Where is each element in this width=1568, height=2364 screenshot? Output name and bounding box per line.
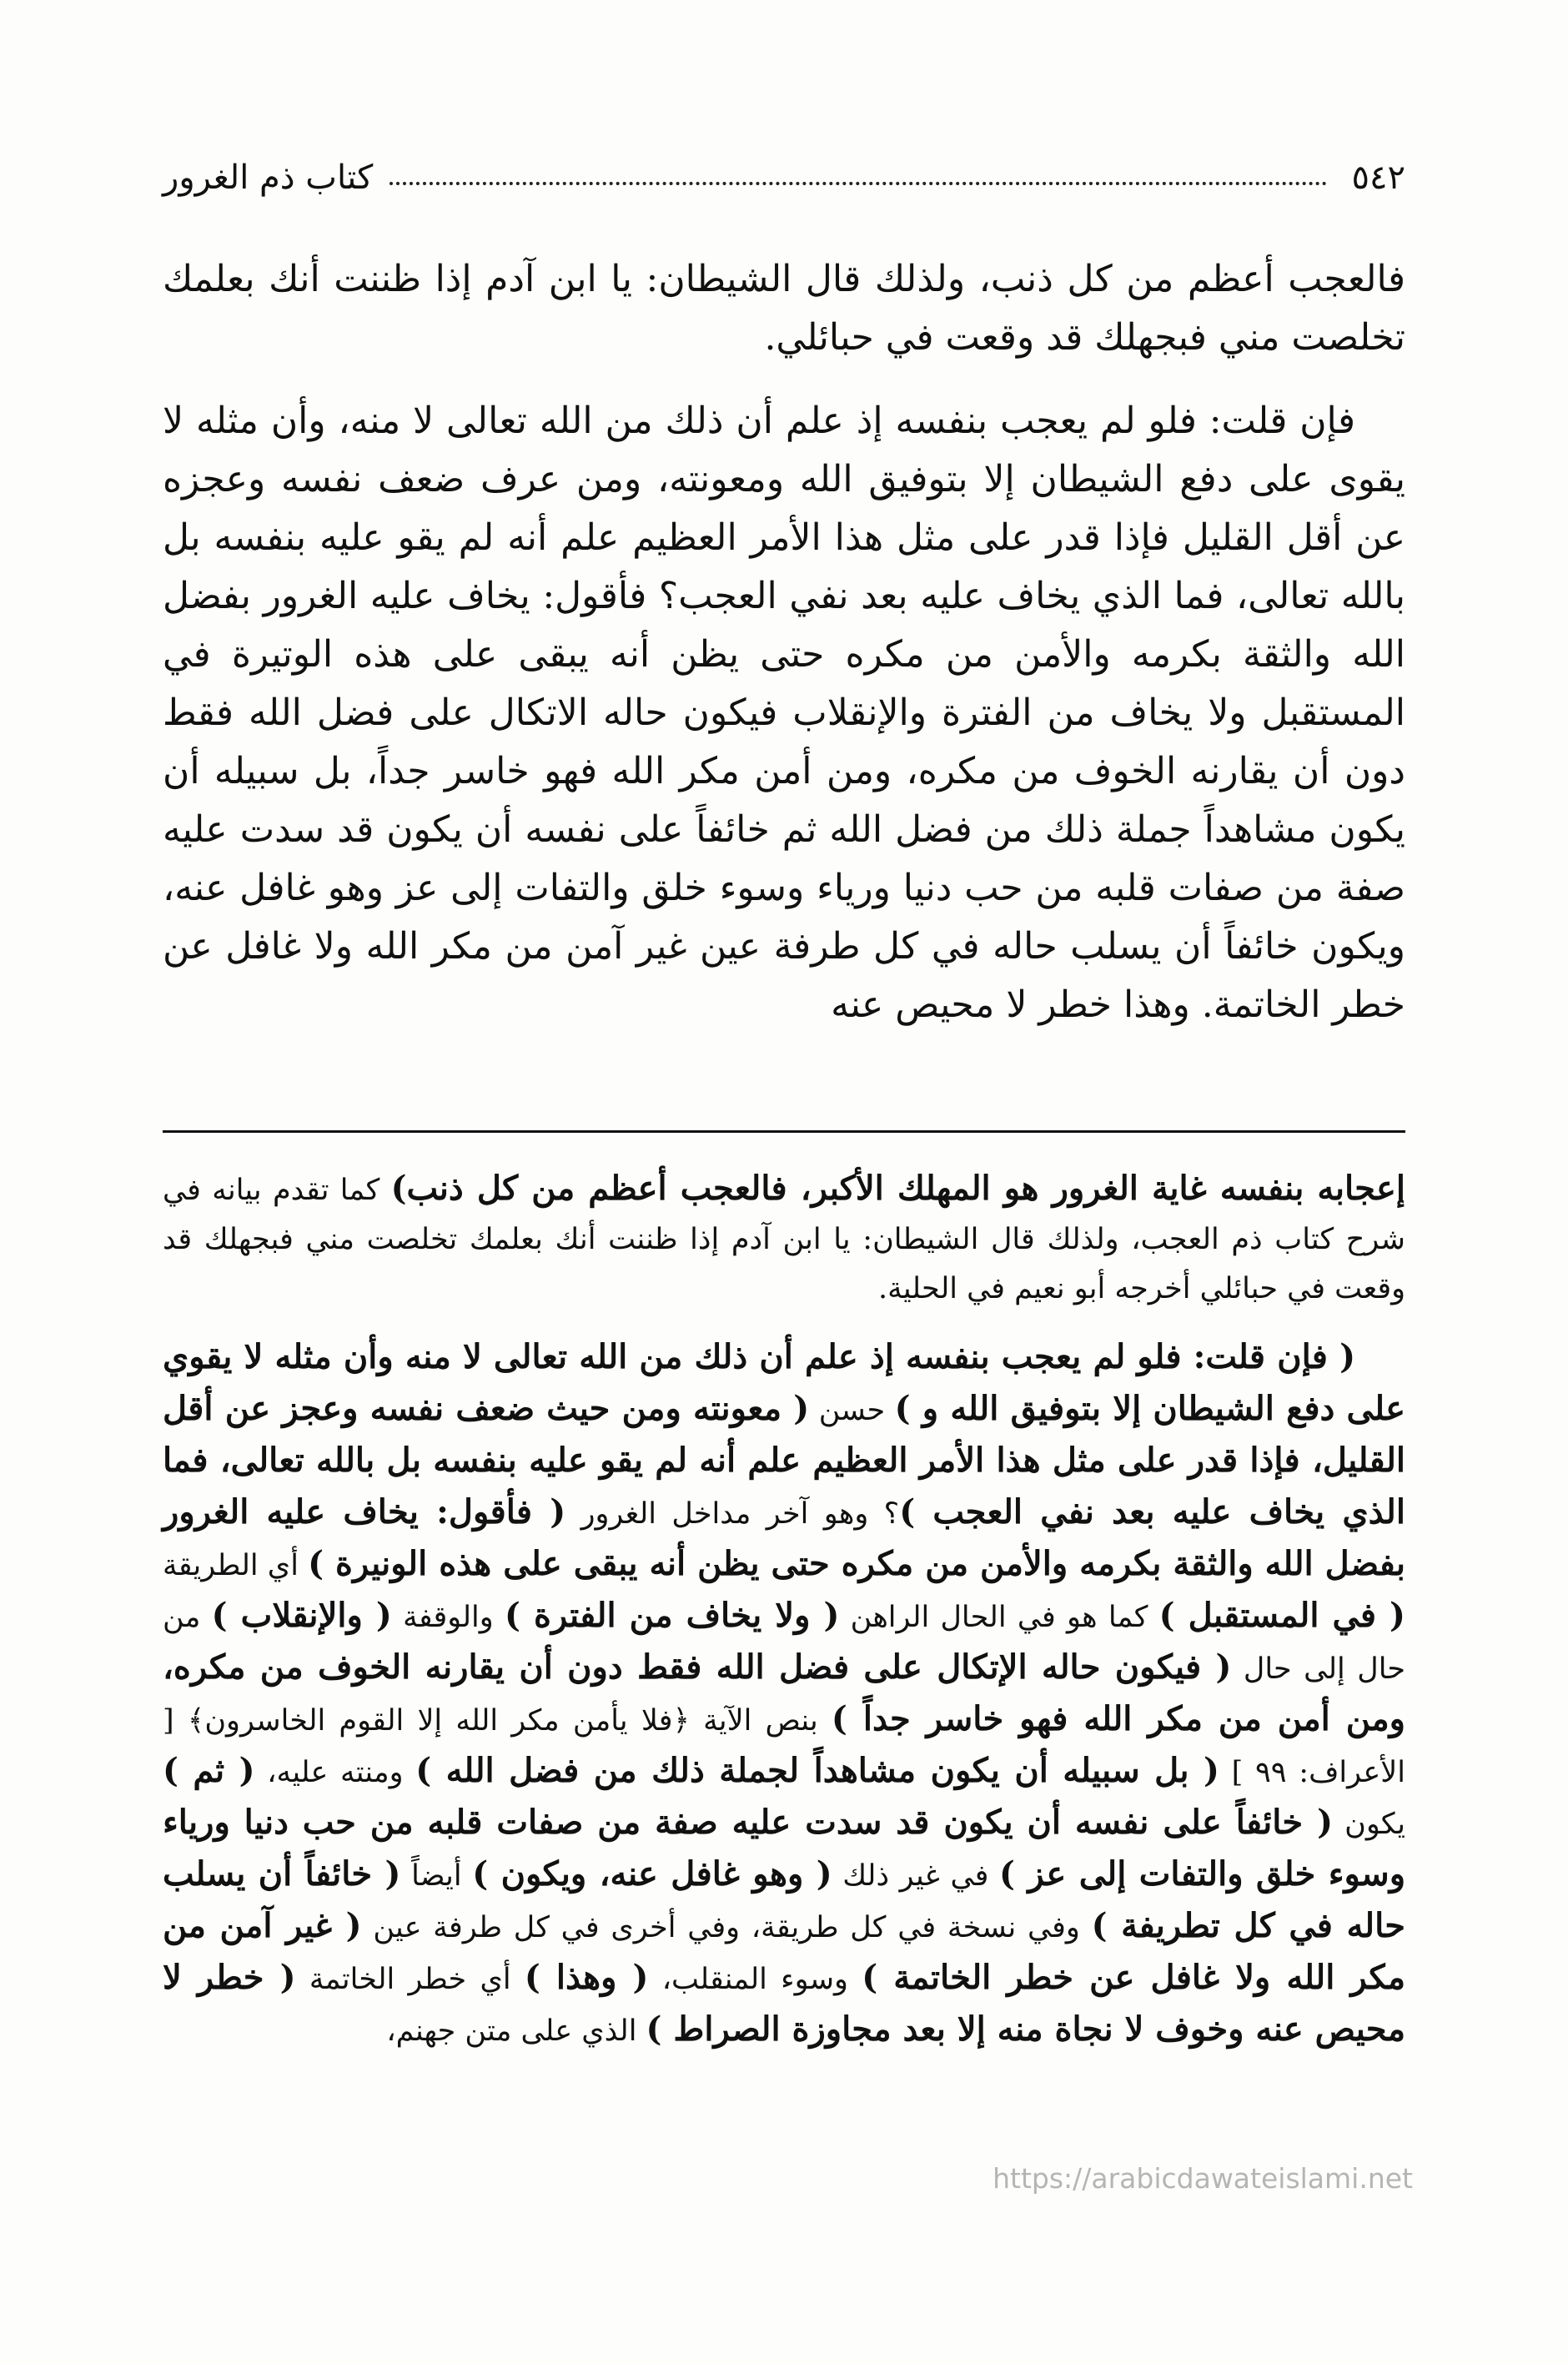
commentary-quote: ( خائفاً أن يسلب حاله في كل تطريفة ) <box>163 1854 1406 1945</box>
commentary-quote: ( وهو غافل عنه، ويكون ) <box>472 1854 832 1894</box>
book-title: كتاب ذم الغرور <box>163 158 374 197</box>
commentary-quote: ( خائفاً على نفسه أن يكون قد سدت عليه صفة من صفات قلبه من حب دنيا ورياء وسوء خلق والتفات إلى عز ) <box>163 1803 1406 1894</box>
main-paragraph-2: فإن قلت: فلو لم يعجب بنفسه إذ علم أن ذلك من الله تعالى لا منه، وأن مثله لا يقوى على دفع الشيطان إلا بتوفيق الله ومعونته، ومن عرف ضعف نفسه وعجزه عن أقل القليل فإذا قدر على مثل هذا الأمر العظيم علم أنه لم يقو عليه بنفسه بل بالله تعالى، فما الذي يخاف عليه بعد نفي العجب؟ فأقول: يخاف عليه الغرور بفضل الله والثقة بكرمه والأمن من مكره حتى يظن أنه يبقى على هذه الوتيرة في المستقبل ولا يخاف من الفترة والإنقلاب فيكون حاله الاتكال على فضل الله فقط دون أن يقارنه الخوف من مكره، ومن أمن مكر الله فهو خاسر جداً، بل سبيله أن يكون مشاهداً جملة ذلك من فضل الله ثم خائفاً على نفسه أن يكون قد سدت عليه صفة من صفات قلبه من حب دنيا ورياء وسوء خلق والتفات إلى عز وهو غافل عنه، ويكون خائفاً أن يسلب حاله في كل طرفة عين غير آمن من مكر الله ولا غافل عن خطر الخاتمة. وهذا خطر لا محيص عنه <box>163 400 1406 1026</box>
commentary-note: أي خطر الخاتمة <box>295 1963 525 1996</box>
commentary-note: أي الطريقة <box>163 1549 309 1582</box>
commentary-quote: ( وهذا ) <box>524 1958 649 1997</box>
main-text <box>163 250 1405 1034</box>
watermark-url: https://arabicdawateislami.net <box>993 2162 1413 2195</box>
commentary-paragraph-2 <box>163 1332 1405 2056</box>
commentary-quote: ( والإنقلاب ) <box>211 1596 392 1635</box>
commentary-note: من حال إلى حال <box>163 1601 1406 1686</box>
commentary-note: في غير ذلك <box>832 1859 999 1893</box>
commentary-quote: ( فأقول: يخاف عليه الغرور بفضل الله والثقة بكرمه والأمن من مكره حتى يظن أنه يبقى على هذه الونيرة ) <box>163 1492 1405 1583</box>
commentary-quote: ( ثم ) <box>163 1751 255 1790</box>
commentary-note: أيضاً <box>400 1859 473 1893</box>
commentary-note: الذي على متن جهنم، <box>386 2014 646 2048</box>
commentary-quote: ( فيكون حاله الإتكال على فضل الله فقط دون أن يقارنه الخوف من مكره، ومن أمن من مكر الله فهو خاسر جداً ) <box>163 1647 1405 1738</box>
main-paragraph-1: فالعجب أعظم من كل ذنب، ولذلك قال الشيطان: يا ابن آدم إذا ظننت أنك بعلمك تخلصت مني فبجهلك قد وقعت في حبائلي. <box>163 258 1405 359</box>
commentary-paragraph-1 <box>163 1164 1405 1314</box>
commentary-quote: ( معونته ومن حيث ضعف نفسه وعجز عن أقل القليل، فإذا قدر على مثل هذا الأمر العظيم علم أنه لم يقو عليه بنفسه بل بالله تعالى، فما الذي يخاف عليه بعد نفي العجب ) <box>163 1389 1406 1532</box>
commentary-note: بنص الآية ﴿فلا يأمن مكر الله إلا القوم الخاسرون﴾ [ الأعراف: ٩٩ ] <box>163 1704 1405 1789</box>
commentary-quote: ( في المستقبل ) <box>1158 1596 1405 1635</box>
commentary-note: كما تقدم بيانه في شرح كتاب ذم العجب، ولذلك قال الشيطان: يا ابن آدم إذا ظننت أنك بعلمك تخلصت مني فبجهلك قد وقعت في حبائلي أخرجه أبو نعيم في الحلية. <box>163 1174 1405 1305</box>
commentary-quote: ( فإن قلت: فلو لم يعجب بنفسه إذ علم أن ذلك من الله تعالى لا منه وأن مثله لا يقوي على دفع الشيطان إلا بتوفيق الله و ) <box>163 1337 1406 1428</box>
separator-rule <box>163 1130 1405 1133</box>
commentary-quote: ( غير آمن من مكر الله ولا غافل عن خطر الخاتمة ) <box>163 1906 1405 1997</box>
page-number: ٥٤٢ <box>1351 158 1405 197</box>
commentary-text <box>163 1164 1405 2056</box>
commentary-quote: إعجابه بنفسه غاية الغرور هو المهلك الأكبر، فالعجب أعظم من كل ذنب) <box>390 1169 1405 1208</box>
commentary-note: يكون <box>1333 1808 1405 1841</box>
commentary-quote: ( خطر لا محيص عنه وخوف لا نجاة منه إلا بعد مجاوزة الصراط ) <box>163 1958 1405 2049</box>
commentary-note: وفي نسخة في كل طريقة، وفي أخرى في كل طرفة عين <box>361 1911 1092 1944</box>
commentary-note: وسوء المنقلب، <box>648 1963 862 1996</box>
commentary-note: كما هو في الحال الراهن <box>839 1601 1159 1634</box>
commentary-note: حسن <box>809 1394 895 1427</box>
commentary-note: ؟ وهو آخر مداخل الغرور <box>565 1497 900 1531</box>
header-dotted-leader <box>389 182 1326 185</box>
commentary-note: والوقفة <box>391 1601 505 1634</box>
commentary-quote: ( بل سبيله أن يكون مشاهداً لجملة ذلك من فضل الله ) <box>415 1751 1219 1790</box>
commentary-quote: ( ولا يخاف من الفترة ) <box>504 1596 840 1635</box>
page-header <box>163 148 1405 207</box>
commentary-note: ومنته عليه، <box>254 1756 416 1789</box>
